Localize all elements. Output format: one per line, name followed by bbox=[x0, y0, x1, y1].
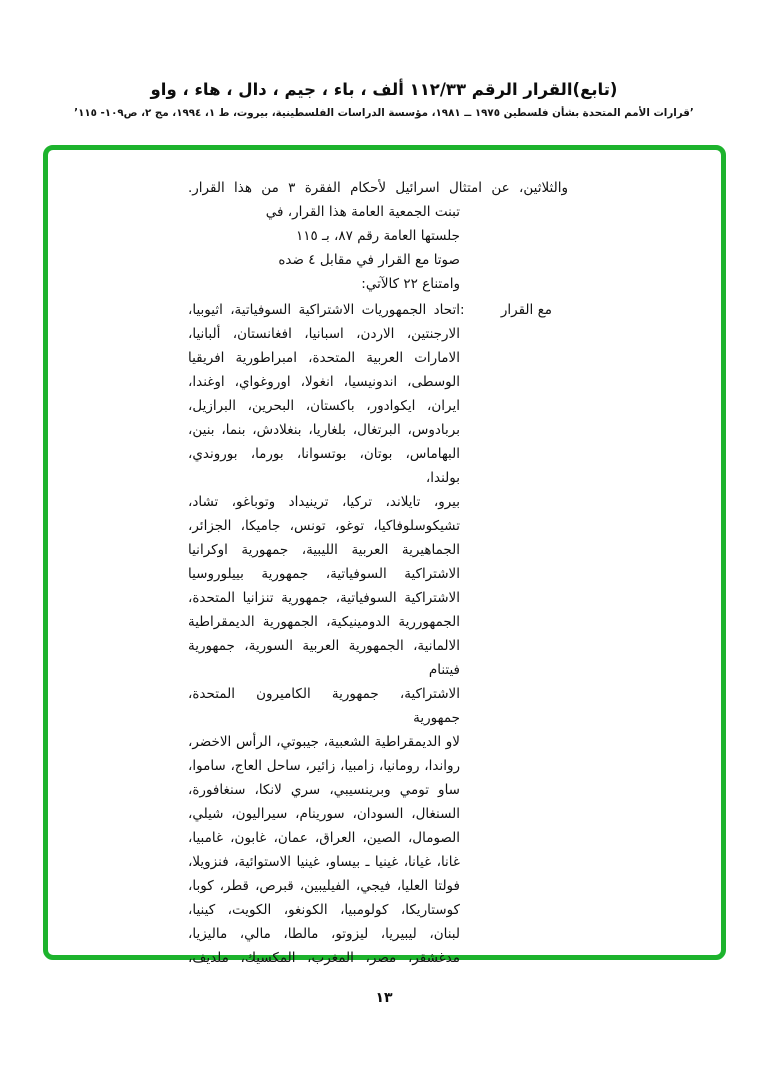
vote-country-line: ساو تومي وبرينسيبي، سري لانكا، سنغافورة، bbox=[188, 782, 460, 798]
vote-country-line: تشيكوسلوفاكيا، توغو، تونس، جاميكا، الجزائر، bbox=[188, 518, 460, 534]
vote-country-line: الامارات العربية المتحدة، امبراطورية افريقيا bbox=[188, 350, 460, 366]
vote-record bbox=[188, 298, 552, 970]
intro-line: وامتناع ٢٢ كالآتي: bbox=[361, 276, 460, 292]
vote-country-line: الجماهيرية العربية الليبية، جمهورية اوكرانيا bbox=[188, 542, 460, 558]
source-citation: ’قرارات الأمم المتحدة بشأن فلسطين ١٩٧٥ ــ ١٩٨١، مؤسسة الدراسات الفلسطينية، بيروت، ط ١، ١٩٩٤، مج ٢، ص١٠٩- ١١٥’ bbox=[74, 107, 694, 119]
vote-country-line: الاشتراكية السوفياتية، جمهورية تنزانيا المتحدة، bbox=[188, 590, 460, 606]
vote-countries-list bbox=[188, 298, 460, 970]
vote-country-line: بيرو، تايلاند، تركيا، ترينيداد وتوباغو، تشاد، bbox=[188, 494, 460, 510]
vote-country-line: الارجنتين، الاردن، اسبانيا، افغانستان، ألبانيا، bbox=[188, 326, 460, 342]
vote-country-line: فولتا العليا، فيجي، الفيليبين، قبرص، قطر، كوبا، bbox=[188, 878, 460, 894]
vote-country-line: لبنان، ليبيريا، ليزوتو، مالطا، مالي، ماليزيا، bbox=[188, 926, 460, 942]
vote-country-line: مدغشقر، مصر، المغرب، المكسيك، ملديف، bbox=[188, 950, 460, 966]
vote-country-line: الالمانية، الجمهورية العربية السورية، جمهورية فيتنام bbox=[188, 638, 460, 678]
vote-country-line: البهاماس، بوتان، بوتسوانا، بورما، بوروندي، بولندا، bbox=[188, 446, 460, 486]
vote-country-line: الاشتراكية السوفياتية، جمهورية بييلوروسيا bbox=[188, 566, 460, 582]
vote-with-label bbox=[460, 298, 552, 970]
decision-box bbox=[43, 145, 726, 966]
vote-country-line: الصومال، الصين، العراق، عمان، غابون، غامبيا، bbox=[188, 830, 460, 846]
page-number: ١٣ bbox=[375, 990, 393, 1006]
vote-with-colon: : bbox=[460, 302, 465, 318]
vote-country-line: اتحاد الجمهوريات الاشتراكية السوفياتية، اثيوبيا، bbox=[188, 302, 460, 318]
intro-line: تبنت الجمعية العامة هذا القرار، في bbox=[265, 204, 460, 220]
intro-line: جلستها العامة رقم ٨٧، بـ ١١٥ bbox=[296, 228, 460, 244]
vote-country-line: غانا، غيانا، غينيا ـ بيساو، غينيا الاستوائية، فنزويلا، bbox=[188, 854, 460, 870]
resolution-title: (تابع)القرار الرقم ١١٢/٣٣ ألف ، باء ، جيم ، دال ، هاء ، واو bbox=[150, 80, 618, 99]
vote-country-line: السنغال، السودان، سورينام، سيراليون، شيلي، bbox=[188, 806, 460, 822]
vote-country-line: كوستاريكا، كولومبيا، الكونغو، الكويت، كينيا، bbox=[188, 902, 460, 918]
vote-country-line: ايران، ايكوادور، باكستان، البحرين، البرازيل، bbox=[188, 398, 460, 414]
vote-with-label-text: مع القرار bbox=[500, 302, 552, 318]
decision-text bbox=[188, 176, 568, 970]
vote-country-line: الوسطى، اندونيسيا، انغولا، اوروغواي، اوغندا، bbox=[188, 374, 460, 390]
intro-line: صوتا مع القرار في مقابل ٤ ضده bbox=[278, 252, 460, 268]
vote-country-line: رواندا، رومانيا، زامبيا، زائير، ساحل العاج، ساموا، bbox=[188, 758, 460, 774]
vote-country-line: لاو الديمقراطية الشعبية، جيبوتي، الرأس الاخضر، bbox=[188, 734, 460, 750]
intro-paragraph bbox=[188, 176, 568, 296]
intro-line: والثلاثين، عن امتثال اسرائيل لأحكام الفقرة ٣ من هذا القرار. bbox=[188, 180, 568, 196]
vote-country-line: الجمهوررية الدومينيكية، الجمهورية الديمقراطية bbox=[188, 614, 460, 630]
vote-country-line: الاشتراكية، جمهورية الكاميرون المتحدة، جمهورية bbox=[188, 686, 460, 726]
vote-country-line: بربادوس، البرتغال، بلغاريا، بنغلادش، بنما، بنين، bbox=[188, 422, 460, 438]
